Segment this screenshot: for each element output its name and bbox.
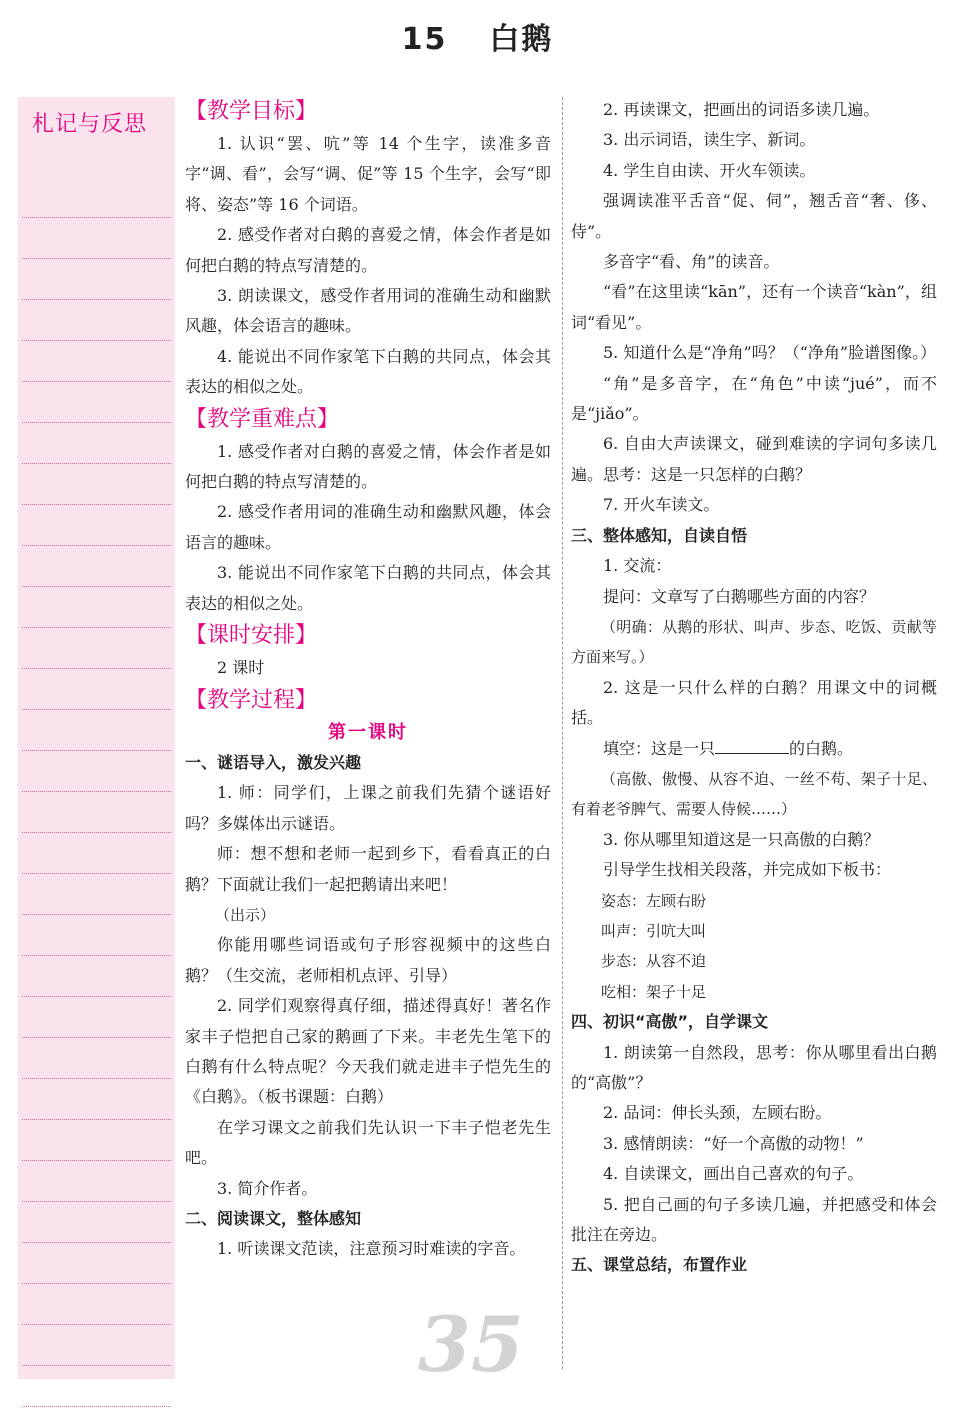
goal-item: 3. 朗读课文，感受作者用词的准确生动和幽默风趣，体会语言的趣味。 [185, 286, 551, 336]
paragraph: 6. 自由大声读课文，碰到难读的字词句多读几遍。思考：这是一只怎样的白鹅？ [571, 434, 937, 484]
board-item: 步态：从容不迫 [601, 952, 707, 971]
keypoint-item: 1. 感受作者对白鹅的喜爱之情，体会作者是如何把白鹅的特点写清楚的。 [185, 441, 551, 492]
step-heading: 五、课堂总结，布置作业 [571, 1255, 748, 1275]
paragraph: 2. 品词：伸长头颈，左顾右盼。 [603, 1103, 832, 1123]
section-heading-schedule: 【课时安排】 [185, 623, 318, 649]
paragraph: 强调读准平舌音“促、伺”，翘舌音“奢、侈、侍”。 [571, 191, 937, 241]
goal-item: 1. 认识“罢、吭”等 14 个生字，读准多音字“调、看”，会写“调、促”等 15 个生字，会写“即将、姿态”等 16 个词语。 [185, 134, 551, 214]
paragraph: 4. 学生自由读、开火车领读。 [603, 160, 816, 180]
lesson-heading: 第一课时 [328, 721, 408, 743]
page-title [0, 14, 955, 58]
paragraph: 2. 再读课文，把画出的词语多读几遍。 [603, 100, 880, 119]
step-heading: 四、初识“高傲”，自学课文 [571, 1012, 769, 1032]
paragraph: 3. 你从哪里知道这是一只高傲的白鹅？ [603, 829, 880, 849]
lesson-title: 白鹅 [489, 22, 554, 57]
paragraph: 4. 自读课文，画出自己喜欢的句子。 [603, 1164, 864, 1184]
page-number: 35 [418, 1300, 524, 1389]
paragraph: 3. 出示词语，读生字、新词。 [603, 130, 816, 150]
paragraph: 师：想不想和老师一起到乡下，看看真正的白鹅？下面就让我们一起把鹅请出来吧！ [185, 844, 551, 894]
step-heading: 三、整体感知，自读自悟 [571, 525, 748, 545]
paragraph: 2. 同学们观察得真仔细，描述得真好！著名作家丰子恺把自己家的鹅画了下来。丰老先生笔下的白鹅有什么特点呢？今天我们就走进丰子恺先生的《白鹅》。（板书课题：白鹅） [185, 996, 551, 1107]
paragraph: 多音字“看、角”的读音。 [603, 252, 780, 272]
paragraph: 2. 这是一只什么样的白鹅？用课文中的词概括。 [571, 677, 937, 728]
notes-sidebar [18, 97, 175, 1379]
paragraph: “角”是多音字，在“角色”中读“jué”，而不是“jiǎo”。 [571, 373, 937, 424]
board-item: 叫声：引吭大叫 [601, 921, 707, 940]
left-column [185, 95, 551, 1265]
section-heading-process: 【教学过程】 [185, 687, 318, 713]
sidebar-title: 札记与反思 [32, 112, 148, 137]
note-lines [22, 177, 171, 1407]
lesson-number: 15 [401, 22, 448, 57]
board-item: 吃相：架子十足 [601, 982, 707, 1001]
blank-line [715, 735, 789, 754]
right-column [571, 95, 937, 1281]
schedule-text: 2 课时 [217, 658, 265, 678]
paragraph: 1. 听读课文范读，注意预习时难读的字音。 [217, 1239, 526, 1259]
paragraph: （高傲、傲慢、从容不迫、一丝不苟、架子十足、有着老爷脾气、需要人侍候……） [571, 769, 937, 819]
paragraph: “看”在这里读“kān”，还有一个读音“kàn”，组词“看见”。 [571, 282, 937, 332]
paragraph: （出示） [215, 905, 276, 924]
paragraph: 1. 交流： [603, 556, 672, 576]
section-heading-goals: 【教学目标】 [185, 99, 318, 124]
keypoint-item: 3. 能说出不同作家笔下白鹅的共同点，体会其表达的相似之处。 [185, 563, 551, 613]
board-item: 姿态：左顾右盼 [601, 891, 707, 910]
paragraph: 提问：文章写了白鹅哪些方面的内容？ [603, 586, 876, 606]
fill-blank-line: 填空：这是一只 的白鹅。 [571, 734, 937, 764]
column-divider [562, 97, 563, 1369]
step-heading: 二、阅读课文，整体感知 [185, 1209, 362, 1228]
paragraph: （明确：从鹅的形状、叫声、步态、吃饭、贡献等方面来写。） [571, 617, 937, 667]
goal-item: 4. 能说出不同作家笔下白鹅的共同点，体会其表达的相似之处。 [185, 346, 551, 397]
paragraph: 3. 感情朗读：“好一个高傲的动物！” [603, 1133, 864, 1153]
paragraph: 5. 把自己画的句子多读几遍，并把感受和体会批注在旁边。 [571, 1194, 937, 1245]
paragraph: 在学习课文之前我们先认识一下丰子恺老先生吧。 [185, 1117, 551, 1168]
keypoint-item: 2. 感受作者用词的准确生动和幽默风趣，体会语言的趣味。 [185, 502, 551, 552]
paragraph: 5. 知道什么是“净角”吗？（“净角”脸谱图像。） [603, 343, 937, 363]
section-heading-keypoints: 【教学重难点】 [185, 406, 340, 432]
step-heading: 一、谜语导入，激发兴趣 [185, 752, 362, 772]
paragraph: 你能用哪些词语或句子形容视频中的这些白鹅？（生交流，老师相机点评、引导） [185, 935, 551, 985]
paragraph: 引导学生找相关段落，并完成如下板书： [603, 860, 892, 880]
paragraph: 1. 朗读第一自然段，思考：你从哪里看出白鹅的“高傲”？ [571, 1042, 937, 1092]
paragraph: 1. 师：同学们，上课之前我们先猜个谜语好吗？多媒体出示谜语。 [185, 783, 551, 833]
paragraph: 3. 简介作者。 [217, 1178, 318, 1198]
goal-item: 2. 感受作者对白鹅的喜爱之情，体会作者是如何把白鹅的特点写清楚的。 [185, 225, 551, 275]
paragraph: 7. 开火车读文。 [603, 495, 720, 515]
